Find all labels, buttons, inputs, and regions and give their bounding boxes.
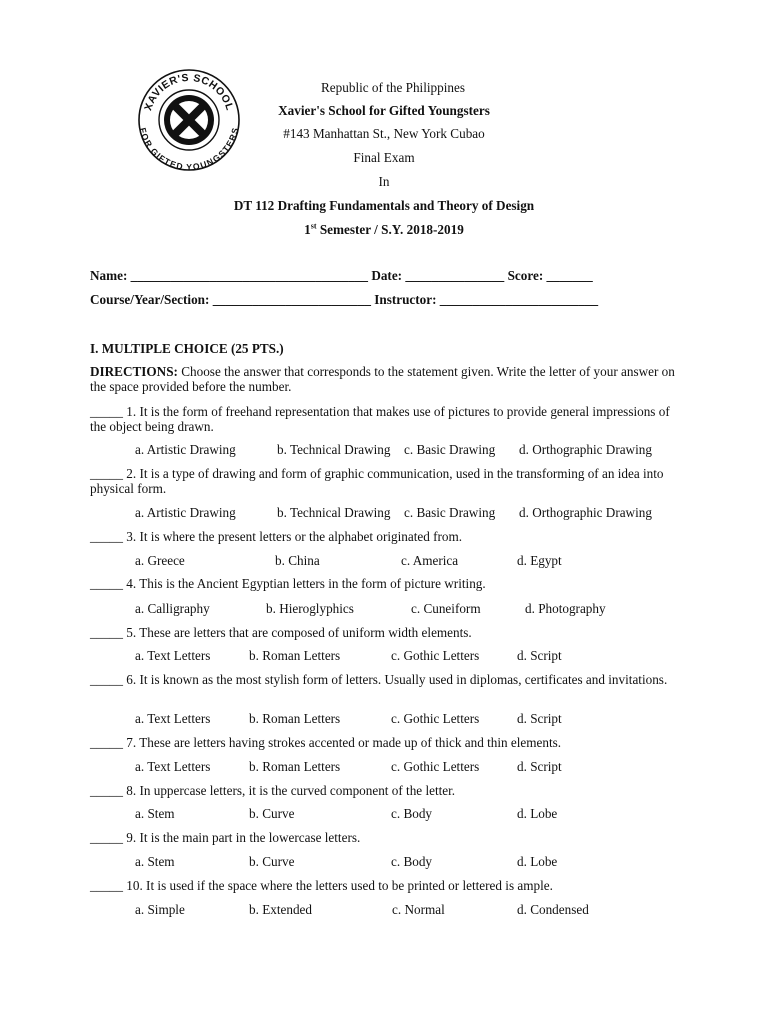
choice-3b: b. China [275, 553, 320, 568]
semester-number: 1 [304, 222, 311, 237]
seal-text-top: XAVIER'S SCHOOL [142, 71, 236, 113]
question-2: _____ 2. It is a type of drawing and form of graphic communication, used in the transforming of an idea into physical form. [90, 466, 664, 496]
choice-6b: b. Roman Letters [249, 711, 341, 726]
choice-1a: a. Artistic Drawing [135, 442, 236, 457]
directions [90, 364, 680, 394]
choice-4b: b. Hieroglyphics [266, 601, 354, 616]
choice-2a: a. Artistic Drawing [135, 505, 236, 520]
choices-6 [135, 711, 695, 727]
question-9: _____ 9. It is the main part in the lowercase letters. [90, 830, 361, 845]
choice-6a: a. Text Letters [135, 711, 211, 726]
choices-1 [135, 442, 695, 458]
choice-5b: b. Roman Letters [249, 648, 341, 663]
republic-line: Republic of the Philippines [321, 80, 465, 95]
exam-title: Final Exam [353, 150, 415, 165]
directions-text: Choose the answer that corresponds to the statement given. Write the letter of your answer on the space provided before the number. [90, 364, 675, 394]
choice-5a: a. Text Letters [135, 648, 211, 663]
choice-9b: b. Curve [249, 854, 295, 869]
question-6: _____ 6. It is known as the most stylish form of letters. Usually used in diplomas, certificates and invitations. [90, 672, 668, 687]
choice-4a: a. Calligraphy [135, 601, 210, 616]
choice-10b: b. Extended [249, 902, 312, 917]
exam-in: In [378, 174, 390, 189]
school-name: Xavier's School for Gifted Youngsters [278, 103, 490, 118]
choice-9a: a. Stem [135, 854, 175, 869]
choices-9 [135, 854, 695, 870]
question-1: _____ 1. It is the form of freehand representation that makes use of pictures to provide general impressions of the object being drawn. [90, 404, 670, 434]
choice-10a: a. Simple [135, 902, 185, 917]
choice-8d: d. Lobe [517, 806, 558, 821]
choice-9c: c. Body [391, 854, 433, 869]
semester-suffix: st [310, 221, 317, 231]
question-10: _____ 10. It is used if the space where the letters used to be printed or lettered is ample. [90, 878, 553, 893]
course-title: DT 112 Drafting Fundamentals and Theory of Design [233, 198, 535, 213]
choice-4d: d. Photography [525, 601, 606, 616]
semester-text: Semester / S.Y. 2018-2019 [316, 222, 464, 237]
choice-2d: d. Orthographic Drawing [519, 505, 652, 520]
choices-8 [135, 806, 695, 822]
choice-7b: b. Roman Letters [249, 759, 341, 774]
choice-7d: d. Script [517, 759, 562, 774]
question-8: _____ 8. In uppercase letters, it is the curved component of the letter. [90, 783, 456, 798]
choices-2 [135, 505, 695, 521]
course-instructor-line: Course/Year/Section: ________________________ Instructor: ________________________ [90, 292, 599, 307]
choice-8a: a. Stem [135, 806, 175, 821]
choice-6c: c. Gothic Letters [391, 711, 480, 726]
choices-3 [135, 553, 695, 569]
choice-6d: d. Script [517, 711, 562, 726]
choice-3c: c. America [401, 553, 459, 568]
choice-1b: b. Technical Drawing [277, 442, 391, 457]
choices-10 [135, 902, 695, 918]
choice-2c: c. Basic Drawing [404, 505, 496, 520]
choice-1c: c. Basic Drawing [404, 442, 496, 457]
choice-8c: c. Body [391, 806, 433, 821]
question-5: _____ 5. These are letters that are composed of uniform width elements. [90, 625, 472, 640]
section-title: I. MULTIPLE CHOICE (25 PTS.) [90, 341, 284, 356]
choice-2b: b. Technical Drawing [277, 505, 391, 520]
choice-7a: a. Text Letters [135, 759, 211, 774]
choices-7 [135, 759, 695, 775]
school-address: #143 Manhattan St., New York Cubao [283, 126, 485, 141]
choice-5d: d. Script [517, 648, 562, 663]
directions-label: DIRECTIONS: [90, 364, 178, 379]
choice-3d: d. Egypt [517, 553, 562, 568]
choices-5 [135, 648, 695, 664]
question-7: _____ 7. These are letters having strokes accented or made up of thick and thin elements. [90, 735, 562, 750]
choice-4c: c. Cuneiform [411, 601, 481, 616]
semester-line [0, 222, 768, 238]
choice-8b: b. Curve [249, 806, 295, 821]
question-4: _____ 4. This is the Ancient Egyptian letters in the form of picture writing. [90, 576, 486, 591]
choice-7c: c. Gothic Letters [391, 759, 480, 774]
seal-text-bottom: FOR GIFTED YOUNGSTERS [137, 126, 241, 172]
choice-10c: c. Normal [392, 902, 445, 917]
choice-3a: a. Greece [135, 553, 185, 568]
choice-5c: c. Gothic Letters [391, 648, 480, 663]
choice-9d: d. Lobe [517, 854, 558, 869]
choice-10d: d. Condensed [517, 902, 589, 917]
name-date-score-line: Name: ____________________________________ Date: _______________ Score: _______ [90, 268, 593, 283]
choices-4 [135, 601, 695, 617]
question-3: _____ 3. It is where the present letters or the alphabet originated from. [90, 529, 463, 544]
choice-1d: d. Orthographic Drawing [519, 442, 652, 457]
